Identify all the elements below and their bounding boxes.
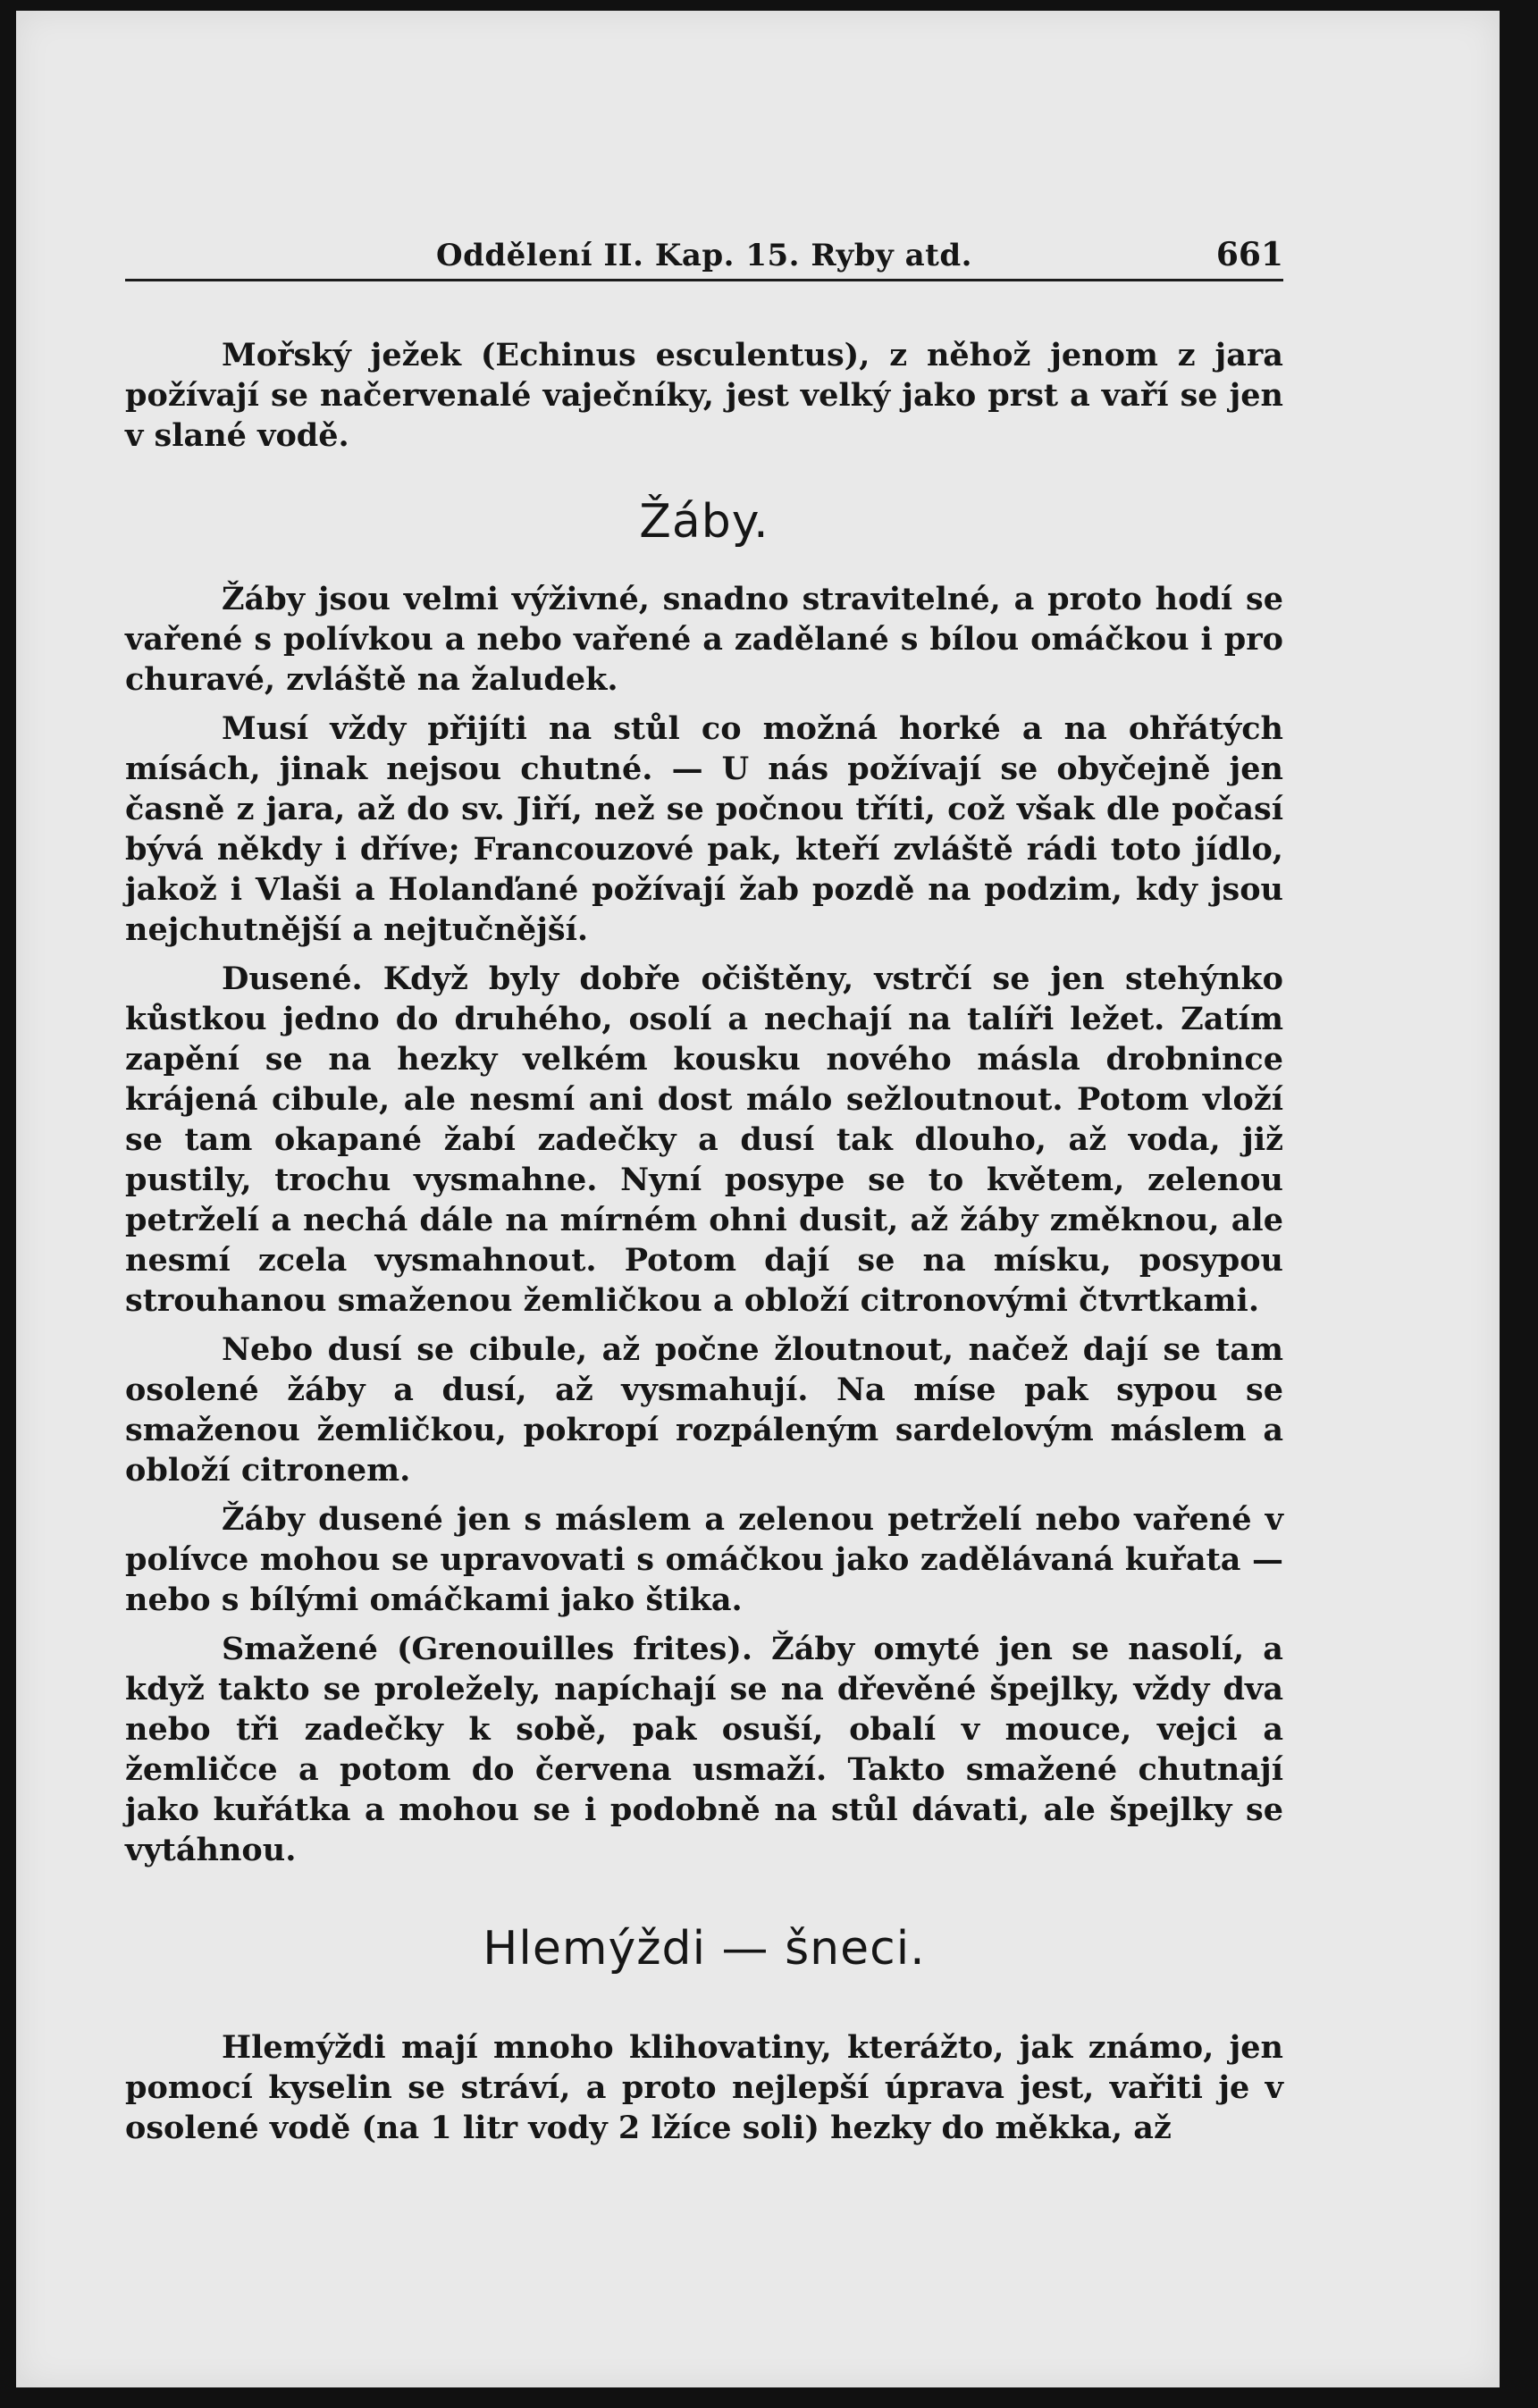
intro-paragraph — [125, 335, 1283, 456]
frogs-paragraph-4: Nebo dusí se cibule, až počne žloutnout, načež dají se tam osolené žáby a dusí, až vysmahují. Na míse pak sypou se smaženou žemličkou, pokropí rozpáleným sardelovým máslem a obloží citronem. — [125, 1331, 1283, 1489]
frogs-paragraph-3 — [125, 959, 1283, 1321]
book-page — [16, 11, 1500, 2387]
frogs-stewed-text: Když byly dobře očištěny, vstrčí se jen stehýnko kůstkou jedno do druhého, osolí a nechají na talíři ležet. Zatím zapění se na hezky velkém kousku nového másla drobnince krájená cibule, ale nesmí ani dost málo sežloutnout. Potom vloží se tam okapané žabí zadečky a dusí tak dlouho, až voda, již pustily, trochu vysmahne. Nyní posype se to květem, zelenou petrželí a nechá dále na mírném ohni dusit, až žáby změknou, ale nesmí zcela vysmahnout. Potom dají se na mísku, posypou strouhanou smaženou žemličkou a obloží citronovými čtvrtkami. — [125, 961, 1283, 1319]
frogs-fried-lead: Smažené — [222, 1631, 378, 1667]
intro-text: (Echinus esculentus), z něhož jenom z jara požívají se načervenalé vaječníky, jest velký jako prst a vaří se jen v slané vodě. — [125, 337, 1283, 454]
page-content — [125, 232, 1283, 2157]
frogs-paragraph-5: Žáby dusené jen s máslem a zelenou petrželí nebo vařené v polívce mohou se upravovati s omáčkou jako zadělávaná kuřata — nebo s bílými omáčkami jako štika. — [125, 1501, 1283, 1618]
section-heading-frogs: Žáby. — [639, 495, 769, 549]
frogs-paragraph-2: Musí vždy přijíti na stůl co možná horké a na ohřátých mísách, jinak nejsou chutné. — U nás požívají se obyčejně jen časně z jara, až do sv. Jiří, než se počnou tříti, což však dle počasí bývá někdy i dříve; Francouzové pak, kteří zvláště rádi toto jídlo, jakož i Vlaši a Holanďané požívají žab pozdě na podzim, kdy jsou nejchutnější a nejtučnější. — [125, 710, 1283, 948]
running-title: Oddělení II. Kap. 15. Ryby atd. — [436, 238, 972, 273]
snails-paragraph-1: Hlemýždi mají mnoho klihovatiny, kterážto, jak známo, jen pomocí kyselin se stráví, a proto nejlepší úprava jest, vařiti je v osolené vodě (na 1 litr vody 2 lžíce soli) hezky do měkka, až — [125, 2029, 1283, 2146]
page-number: 661 — [1215, 236, 1283, 273]
frogs-fried-text: (Grenouilles frites). Žáby omyté jen se nasolí, a když takto se proležely, napíchají se na dřevěné špejlky, vždy dva nebo tři zadečky k sobě, pak osuší, obalí v mouce, vejci a žemličce a potom do červena usmaží. Takto smažené chutnají jako kuřátka a mohou se i podobně na stůl dávati, ale špejlky se vytáhnou. — [125, 1631, 1283, 1868]
frogs-paragraph-1: Žáby jsou velmi výživné, snadno stravitelné, a proto hodí se vařené s polívkou a nebo vařené a zadělané s bílou omáčkou i pro churavé, zvláště na žaludek. — [125, 581, 1283, 698]
frogs-stewed-lead: Dusené. — [222, 961, 363, 997]
section-heading-snails: Hlemýždi — šneci. — [483, 1922, 926, 1976]
intro-lead: Mořský ježek — [222, 337, 461, 373]
running-header — [125, 232, 1283, 281]
frogs-paragraph-6 — [125, 1629, 1283, 1870]
